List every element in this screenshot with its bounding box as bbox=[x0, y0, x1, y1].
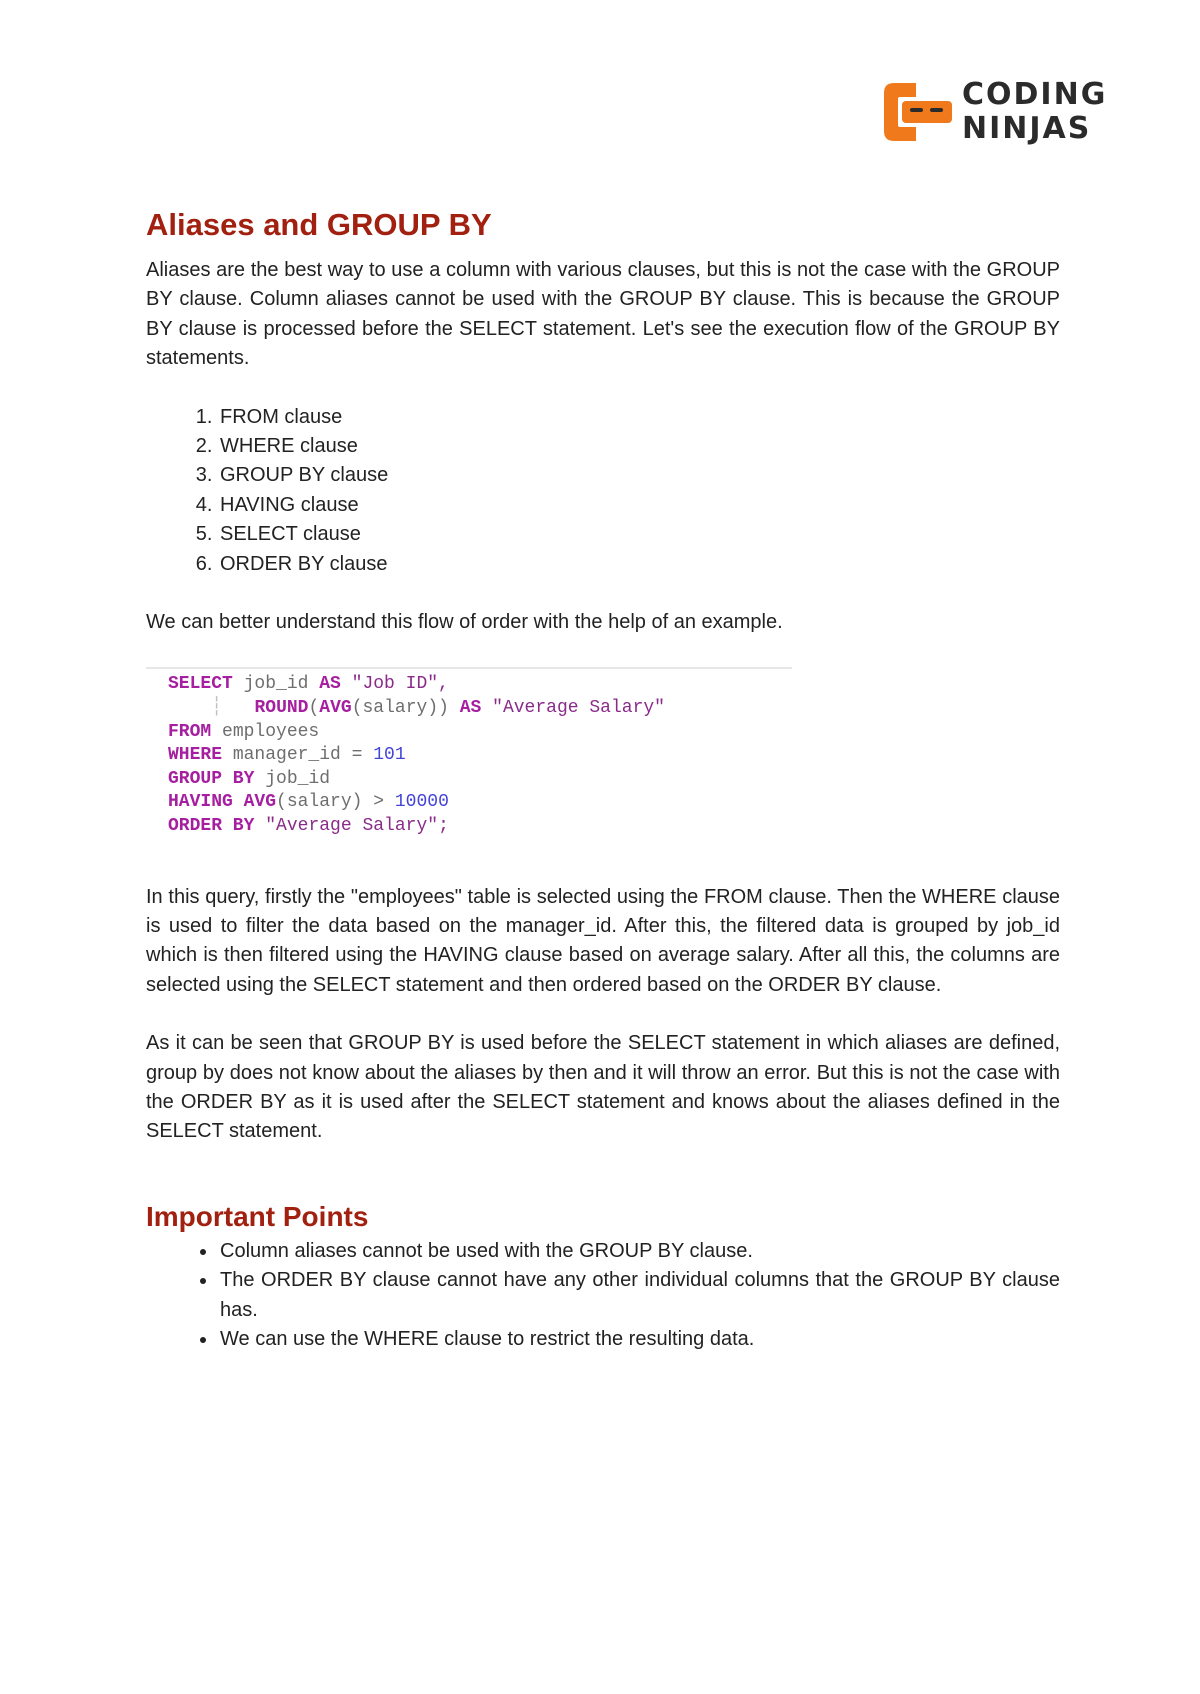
intro-paragraph: Aliases are the best way to use a column with various clauses, but this is not the case with the GROUP BY clause. Column aliases cannot be used with the GROUP BY clause. This is because the GROUP BY clause is processed before the SELECT statement. Let's see the execution flow of the GROUP BY statements. bbox=[146, 259, 1060, 370]
list-item: 2. WHERE clause bbox=[218, 432, 1060, 461]
section-heading-important-points: Important Points bbox=[146, 1200, 369, 1232]
code-line-3: FROM employees bbox=[168, 721, 320, 742]
sql-code-block bbox=[146, 667, 792, 844]
list-item: • Column aliases cannot be used with the GROUP BY clause. bbox=[218, 1237, 1060, 1266]
code-line-1: SELECT job_id AS "Job ID", bbox=[168, 674, 449, 695]
important-points-list bbox=[146, 1237, 1060, 1355]
explanation-paragraph-1: In this query, firstly the "employees" table is selected using the FROM clause. Then the WHERE clause is used to filter the data based on the manager_id. After this, the filtered data is grouped by job_id which is then filtered using the HAVING clause based on average salary. After all this, the columns are selected using the SELECT statement and then ordered based on the ORDER BY clause. bbox=[146, 885, 1060, 996]
execution-flow-list bbox=[146, 403, 1060, 579]
logo-wordmark bbox=[962, 78, 1107, 146]
list-item: • We can use the WHERE clause to restrict the resulting data. bbox=[218, 1325, 1060, 1354]
list-item: 1. FROM clause bbox=[218, 403, 1060, 432]
list-item: 3. GROUP BY clause bbox=[218, 461, 1060, 490]
code-line-5: GROUP BY job_id bbox=[168, 768, 331, 789]
example-intro: We can better understand this flow of order with the help of an example. bbox=[146, 611, 783, 634]
explanation-paragraph-2: As it can be seen that GROUP BY is used before the SELECT statement in which aliases are defined, group by does not know about the aliases by then and it will throw an error. But this is not the case with the ORDER BY as it is used after the SELECT statement and knows about the aliases defined in the SELECT statement. bbox=[146, 1032, 1060, 1143]
list-item: 5. SELECT clause bbox=[218, 520, 1060, 549]
ninja-mask-icon bbox=[880, 79, 952, 145]
logo-line-1: CODING bbox=[962, 77, 1108, 112]
code-line-6: HAVING AVG(salary) > 10000 bbox=[168, 792, 449, 813]
code-line-7: ORDER BY "Average Salary"; bbox=[168, 816, 449, 837]
logo-line-2: NINJAS bbox=[962, 111, 1092, 146]
list-item: • The ORDER BY clause cannot have any other individual columns that the GROUP BY clause has. bbox=[218, 1266, 1060, 1325]
list-item: 4. HAVING clause bbox=[218, 491, 1060, 520]
page-title: Aliases and GROUP BY bbox=[146, 207, 492, 242]
coding-ninjas-logo bbox=[880, 78, 1107, 146]
code-line-2: ┆ ROUND(AVG(salary)) AS "Average Salary" bbox=[211, 698, 665, 719]
document-body bbox=[146, 205, 1060, 1355]
code-line-4: WHERE manager_id = 101 bbox=[168, 745, 406, 766]
list-item: 6. ORDER BY clause bbox=[218, 550, 1060, 579]
